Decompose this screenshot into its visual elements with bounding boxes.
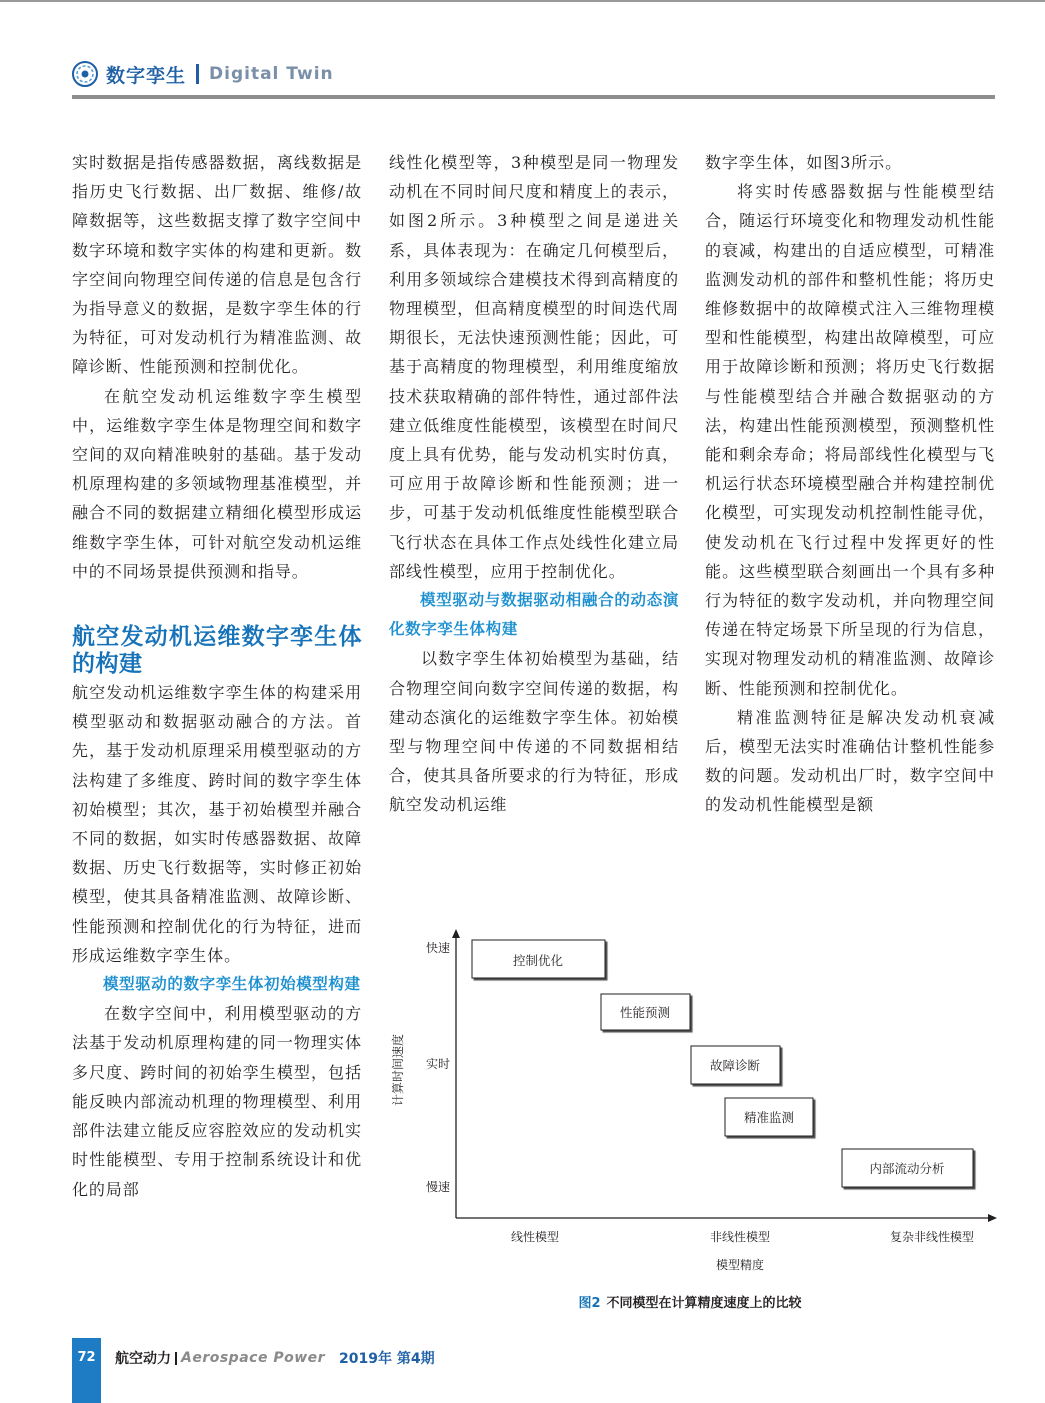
x-axis-label: 模型精度: [715, 1258, 765, 1272]
footer-journal: [115, 1348, 435, 1368]
y-level-slow: 慢速: [425, 1180, 450, 1194]
header-separator: [196, 64, 199, 84]
x-axis-arrow-icon: [988, 1214, 997, 1222]
footer-page-tab: [72, 1338, 101, 1403]
running-header: [72, 60, 334, 88]
col2-paragraph-1: 线性化模型等，3种模型是同一物理发动机在不同时间尺度和精度上的表示，如图2所示。3种模型之间是递进关系，具体表现为：在确定几何模型后，利用多领域综合建模技术得到高精度的物理模型，但高精度模型的时间迭代周期很长，无法快速预测性能；因此，可基于高精度的物理模型，利用维度缩放技术获取精确的部件特性，通过部件法建立低维度性能模型，该模型在时间尺度上具有优势，能与发动机实时仿真，可应用于故障诊断和性能预测；进一步，可基于发动机低维度性能模型联合飞行状态在具体工作点处线性化建立局部线性模型，应用于控制优化。: [389, 153, 679, 581]
figure-caption: [380, 1292, 1000, 1311]
journal-name-en: Aerospace Power: [181, 1350, 326, 1366]
digital-twin-logo-icon: [72, 61, 98, 87]
svg-text:精准监测: 精准监测: [743, 1110, 795, 1125]
y-level-realtime: 实时: [425, 1057, 450, 1071]
figure-caption-text: 不同模型在计算精度速度上的比较: [606, 1296, 802, 1311]
col1-paragraph-4: 在数字空间中，利用模型驱动的方法基于发动机原理构建的同一物理实体多尺度、跨时间的初始孪生模型，包括能反映内部流动机理的物理模型、利用部件法建立能反应容腔效应的发动机实时性能模型、专用于控制系统设计和优化的局部: [72, 1004, 362, 1199]
header-title-cn: 数字孪生: [106, 64, 187, 87]
col3-paragraph-1: 数字孪生体，如图3所示。: [705, 153, 902, 172]
header-title-en: Digital Twin: [209, 64, 334, 84]
x-level-complex-nonlinear: 复杂非线性模型: [889, 1230, 975, 1244]
subsection-heading-2: 模型驱动与数据驱动相融合的动态演化数字孪生体构建: [389, 591, 679, 639]
subsection-heading-1: 模型驱动的数字孪生体初始模型构建: [103, 975, 361, 994]
box-precision-monitoring: [725, 1098, 813, 1136]
col1-paragraph-1: 实时数据是指传感器数据，离线数据是指历史飞行数据、出厂数据、维修/故障数据等，这些数据支撑了数字空间中数字环境和数字实体的构建和更新。数字空间向物理空间传递的信息是包含行为指导意义的数据，是数字孪生体的行为特征，可对发动机行为精准监测、故障诊断、性能预测和控制优化。: [72, 153, 362, 377]
box-performance-prediction: [601, 994, 690, 1030]
col1-paragraph-3: 航空发动机运维数字孪生体的构建采用模型驱动和数据驱动融合的方法。首先，基于发动机原理采用模型驱动的方法构建了多维度、跨时间的数字孪生体初始模型；其次，基于初始模型并融合不同的数据，如实时传感器数据、故障数据、历史飞行数据等，实时修正初始模型，使其具备精准监测、故障诊断、性能预测和控制优化的行为特征，进而形成运维数字孪生体。: [72, 683, 362, 965]
section-heading: 航空发动机运维数字孪生体的构建: [72, 624, 362, 678]
col3-paragraph-3: 精准监测特征是解决发动机衰减后，模型无法实时准确估计整机性能参数的问题。发动机出厂时，数字空间中的发动机性能模型是额: [705, 707, 995, 815]
figure-2-diagram: [380, 925, 1000, 1285]
header-rule: [72, 95, 995, 99]
top-rule: [0, 0, 1045, 2]
journal-name-cn: 航空动力: [115, 1351, 171, 1367]
box-fault-diagnosis: [691, 1046, 780, 1084]
page-number: 72: [77, 1350, 96, 1365]
figure-number: 图2: [578, 1296, 601, 1311]
svg-text:控制优化: 控制优化: [512, 953, 564, 968]
svg-text:故障诊断: 故障诊断: [709, 1058, 761, 1073]
box-control-optimization: [472, 940, 605, 978]
column-2: [389, 148, 679, 820]
col1-paragraph-2: 在航空发动机运维数字孪生模型中，运维数字孪生体是物理空间和数字空间的双向精准映射的基础。基于发动机原理构建的多领域物理基准模型，并融合不同的数据建立精细化模型形成运维数字孪生体，可针对航空发动机运维中的不同场景提供预测和指导。: [72, 386, 362, 581]
svg-text:性能预测: 性能预测: [619, 1005, 671, 1020]
footer-separator: [175, 1352, 177, 1365]
x-level-nonlinear: 非线性模型: [709, 1230, 771, 1244]
y-axis-arrow-icon: [452, 929, 460, 938]
x-level-linear: 线性模型: [510, 1230, 560, 1244]
col3-paragraph-2: 将实时传感器数据与性能模型结合，随运行环境变化和物理发动机性能的衰减，构建出的自适应模型，可精准监测发动机的部件和整机性能；将历史维修数据中的故障模式注入三维物理模型和性能模型，构建出故障模型，可应用于故障诊断和预测；将历史飞行数据与性能模型结合并融合数据驱动的方法，构建出性能预测模型，预测整机性能和剩余寿命；将局部线性化模型与飞机运行状态环境模型融合并构建控制优化模型，可实现发动机控制性能寻优，使发动机在飞行过程中发挥更好的性能。这些模型联合刻画出一个具有多种行为特征的数字发动机，并向物理空间传递在特定场景下所呈现的行为信息，实现对物理发动机的精准监测、故障诊断、性能预测和控制优化。: [705, 182, 995, 698]
column-1: [72, 148, 362, 1204]
y-axis-label: 计算时间速度: [391, 1033, 405, 1107]
journal-issue: 2019年 第4期: [339, 1351, 435, 1367]
box-internal-flow-analysis: [842, 1149, 973, 1187]
svg-text:内部流动分析: 内部流动分析: [869, 1161, 945, 1176]
y-level-fast: 快速: [425, 941, 450, 955]
column-3: [705, 148, 995, 820]
col2-paragraph-2: 以数字孪生体初始模型为基础，结合物理空间向数字空间传递的数据，构建动态演化的运维数字孪生体。初始模型与物理空间中传递的不同数据相结合，使其具备所要求的行为特征，形成航空发动机运维: [389, 649, 679, 815]
